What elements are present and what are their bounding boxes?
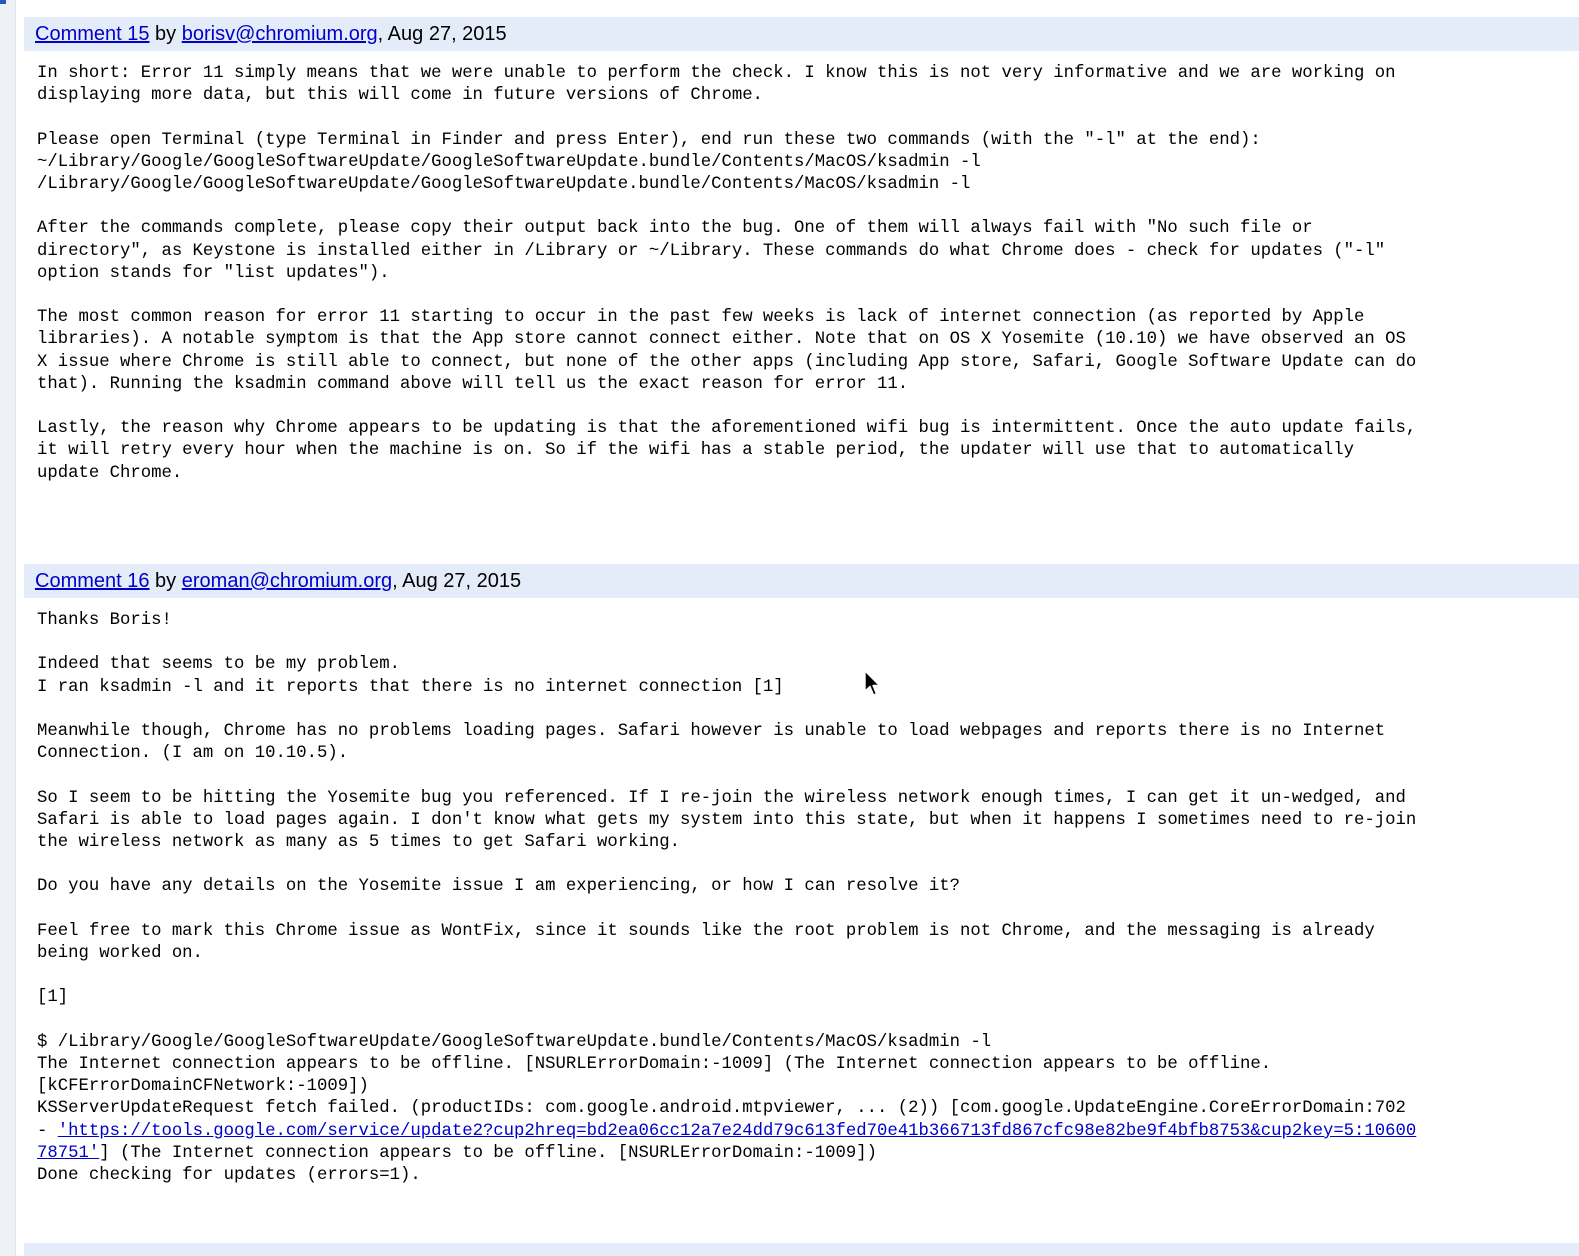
comment-paragraph: Do you have any details on the Yosemite issue I am experiencing, or how I can resolve it? [37,877,960,897]
author-link[interactable]: borisv@chromium.org [181,23,378,45]
next-comment-header [24,1243,1579,1256]
comment-paragraph: Meanwhile though, Chrome has no problems loading pages. Safari however is unable to load webpages and reports there is no Internet Connection. (I am on 10.10.5). [37,722,1386,764]
comment-link[interactable]: Comment 15 [35,23,150,45]
comment-paragraph: The most common reason for error 11 starting to occur in the past few weeks is lack of internet connection (as reported by Apple libraries). A notable symptom is that the App store cannot connect either. Note that on OS X Yosemite (10.10) we have observed an OS X issue where Chrome is still able to connect, but none of the other apps (including App store, Safari, Google Software Update can do that). Running the ksadmin command above will tell us the exact reason for error 11. [37,308,1417,394]
comment-paragraph: After the commands complete, please copy their output back into the bug. One of them will always fail with "No such file or directory", as Keystone is installed either in /Library or ~/Library. These commands do what Chrome does - check for updates ("-l" option stands for "list updates"). [37,219,1386,283]
comment-link[interactable]: Comment 16 [35,570,150,592]
comment-body [24,598,1579,1187]
left-gutter [0,0,16,1256]
comment-paragraph: [1] [37,988,69,1008]
comment-body [24,51,1579,485]
comment-date: , Aug 27, 2015 [392,570,522,592]
by-text: by [149,570,182,592]
comment-paragraph: Lastly, the reason why Chrome appears to be updating is that the aforementioned wifi bug is intermittent. Once the auto update fails, it will retry every hour when the machine is on. So if the wifi has a stable period, the updater will use that to automatically update Chrome. [37,419,1417,483]
ksadmin-log-tail: ] (The Internet connection appears to be offline. [NSURLErrorDomain:-1009]) Done checking for updates (errors=1). [37,1143,878,1186]
comment-paragraph: Please open Terminal (type Terminal in Finder and press Enter), end run these two commands (with the "-l" at the end): ~/Library/Google/GoogleSoftwareUpdate/GoogleSoftwareUpdate.bundle/Contents/MacOS/ksadmin -l /Library/Google/GoogleSoftwareUpdate/GoogleSoftwareUpdate.bundle/Contents/MacOS/ksadmin -l [37,130,1261,195]
comment-paragraph: In short: Error 11 simply means that we were unable to perform the check. I know this is not very informative and we are working on displaying more data, but this will come in future versions of Chrome. [37,64,1396,106]
comment-paragraph: Indeed that seems to be my problem. I ran ksadmin -l and it reports that there is no internet connection [1] [37,655,784,697]
author-link[interactable]: eroman@chromium.org [181,570,393,592]
comment-header [24,564,1579,598]
corner-marker [0,0,6,4]
by-text: by [149,23,182,45]
comment-date: , Aug 27, 2015 [377,23,507,45]
comment-15 [24,17,1579,485]
comment-16 [24,564,1579,1187]
comment-paragraph: Thanks Boris! [37,611,172,630]
comment-paragraph: Feel free to mark this Chrome issue as WontFix, since it sounds like the root problem is not Chrome, and the messaging is already being worked on. [37,921,1375,964]
comment-header [24,17,1579,51]
ksadmin-log-output: $ /Library/Google/GoogleSoftwareUpdate/GoogleSoftwareUpdate.bundle/Contents/MacOS/ksadmin -l The Internet connection appears to be offline. [NSURLErrorDomain:-1009] (The Internet connection appears to be offline. [kCFErrorDomainCFNetwork:-1009]) KSServerUpdateRequest fetch failed. (productIDs: com.google.android.mtpviewer, ... (2)) [com.google.UpdateEngine.CoreErrorDomain:702 - [37,1032,1406,1141]
mouse-pointer-icon [864,670,882,698]
comment-paragraph: So I seem to be hitting the Yosemite bug you referenced. If I re-join the wireless network enough times, I can get it un-wedged, and Safari is able to load pages again. I don't know what gets my system into this state, but when it happens I sometimes need to re-join the wireless network as many as 5 times to get Safari working. [37,788,1417,853]
update-url-link[interactable]: 'https://tools.google.com/service/update2?cup2hreq=bd2ea06cc12a7e24dd79c613fed70e41b366713fd867cfc98e82be9f4bfb8753&cup2key=5:10600 78751' [37,1121,1417,1163]
